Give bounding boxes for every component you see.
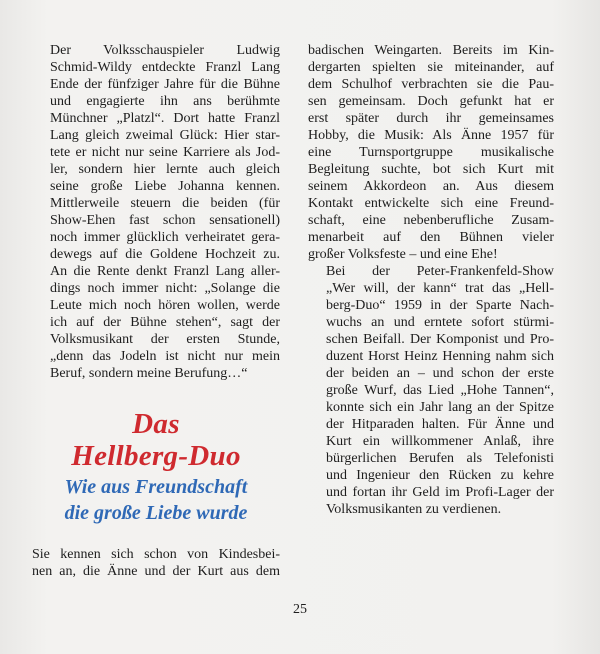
text-line: menarbeit auf den Bühnen vieler <box>308 230 554 245</box>
text-line: ler, sondern hier lernte auch gleich <box>50 162 280 177</box>
text-line: Kontakt entwickelte sich eine Freund- <box>308 196 554 211</box>
text-line: Show-Ehen fast schon sensationell) <box>50 213 280 228</box>
text-line: tete er nicht nur seine Karriere als Jod- <box>50 145 280 160</box>
section-heading <box>32 408 280 524</box>
text-line: und engagierte ihn ans berühmte <box>50 94 280 109</box>
text-line: Schmid-Wildy entdeckte Franzl Lang <box>50 60 280 75</box>
intro-paragraph <box>32 546 280 580</box>
text-line: badischen Weingarten. Bereits im Kin- <box>308 43 554 58</box>
right-column <box>308 42 554 518</box>
text-line: schaft, eine nebenberufliche Zusam- <box>308 213 554 228</box>
text-line: Volksmusikanten zu verdienen. <box>326 502 502 517</box>
text-line: dewegs auf die Goldene Hochzeit zu. <box>50 247 280 262</box>
text-line: „denn das Jodeln ist nicht nur mein <box>50 349 280 364</box>
heading-subtitle-line-1: Wie aus Freundschaft <box>64 476 248 498</box>
text-line: bürgerlichen Berufen als Telefonisti <box>326 451 554 466</box>
text-line: schen Beifall. Der Komponist und Pro- <box>326 332 554 347</box>
text-line: große Wurf, das Lied „Hohe Tannen“, <box>326 383 554 398</box>
text-line: konnte sich ein Jahr lang an der Spitze <box>326 400 554 415</box>
text-line: Mittlerweile steuern die beiden (für <box>50 196 280 211</box>
text-line: Kurt ein willkommener Anlaß, ihre <box>326 434 554 449</box>
page-number: 25 <box>293 602 307 617</box>
text-line: An die Rente denkt Franzl Lang aller- <box>50 264 280 279</box>
text-line: Hobby, die Musik: Als Änne 1957 für <box>308 128 554 143</box>
text-line: der Hitparaden halten. Für Änne und <box>326 417 554 432</box>
text-line: nen an, die Änne und der Kurt aus dem <box>32 564 280 579</box>
paragraph-franzl-lang <box>32 42 280 382</box>
text-line: berg-Duo“ 1959 in der Sparte Nach- <box>326 298 554 313</box>
text-line: der beiden an – und schon der erste <box>326 366 554 381</box>
text-line: eine Turnsportgruppe musikalische <box>308 145 554 160</box>
heading-title-line-2: Hellberg-Duo <box>71 440 241 472</box>
heading-title-line-1: Das <box>132 408 180 440</box>
text-line: Leute mich noch hören wollen, werde <box>50 298 280 313</box>
text-line: Sie kennen sich schon von Kindesbei- <box>32 547 280 562</box>
text-line: seine große Liebe Johanna kennen. <box>50 179 280 194</box>
text-line: Der Volksschauspieler Ludwig <box>50 43 280 58</box>
text-line: und Ingenieur den Rücken zu kehre <box>326 468 554 483</box>
text-line: Begleitung suchte, bot sich Kurt mit <box>308 162 554 177</box>
text-line: ich auf der Bühne stehen“, sagt der <box>50 315 280 330</box>
heading-subtitle-line-2: die große Liebe wurde <box>64 502 248 524</box>
text-line: noch immer glücklich verheiratet gera- <box>50 230 280 245</box>
text-line: „Wer will, der kann“ trat das „Hell- <box>326 281 554 296</box>
text-line: sen gemeinsam. Doch gefunkt hat er <box>308 94 554 109</box>
paragraph-weingarten <box>308 42 554 263</box>
text-line: Münchner „Platzl“. Dort hatte Franzl <box>50 111 280 126</box>
paragraph-frankenfeld-show <box>308 263 554 518</box>
text-line: und fortan ihr Geld im Profi-Lager der <box>326 485 554 500</box>
text-line: Lang gleich zweimal Glück: Hier star- <box>50 128 280 143</box>
text-line: duzent Horst Heinz Henning nahm sich <box>326 349 554 364</box>
text-line: dings noch immer nicht: „Solange die <box>50 281 280 296</box>
text-line: Ende der fünfziger Jahre für die Bühne <box>50 77 280 92</box>
text-line: Volksmusikant der ersten Stunde, <box>50 332 280 347</box>
text-line: großer Volksfeste – und eine Ehe! <box>308 247 498 262</box>
text-line: erst später durch ihr gemeinsames <box>308 111 554 126</box>
text-line: Bei der Peter-Frankenfeld-Show <box>326 264 554 279</box>
text-line: wuchs an und erntete sofort stürmi- <box>326 315 554 330</box>
text-line: dergarten spielten sie miteinander, auf <box>308 60 554 75</box>
text-line: dem Schulhof verbrachten sie die Pau- <box>308 77 554 92</box>
text-line: Beruf, sondern meine Berufung…“ <box>50 366 248 381</box>
text-line: seinem Akkordeon an. Aus diesem <box>308 179 554 194</box>
left-column <box>32 42 280 382</box>
